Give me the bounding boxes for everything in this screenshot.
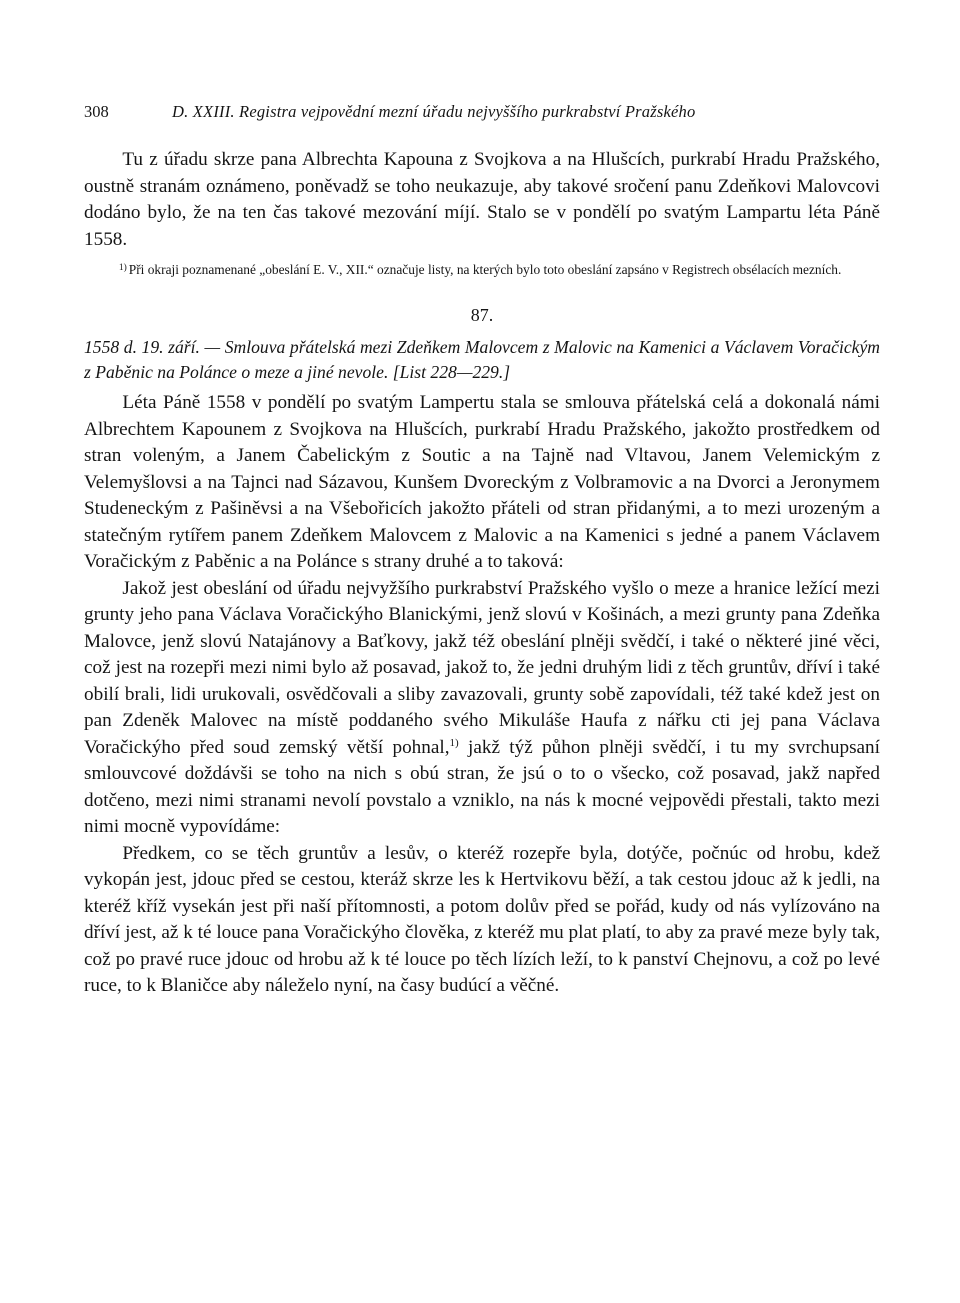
paragraph-1: Léta Páně 1558 v pondělí po svatým Lampertu stala se smlouva přátelská celá a dokonalá námi Albrechtem Kapounem z Svojkova na Hlušcích, purkrabí Hradu Pražského, jakožto prostředkem od stran voleným, a Janem Čabelickým z Soutic a na Tajně nad Vltavou, Janem Velemickým z Velemyšlovsi a na Tajnci nad Sázavou, Kunšem Dvoreckým z Volbramovic a na Dvorci a Jeronymem Studeneckým z Pašiněvsi a na Všebořicích jakožto přáteli od stran přidanými, a to mezi urozeným a statečným rytířem panem Zdeňkem Malovcem z Malovic a na Kamenici s jedné a panem Václavem Voračickým z Paběnic a na Polánce s strany druhé a to taková: <box>84 392 880 572</box>
heading-dash: — <box>199 337 225 357</box>
running-head <box>84 102 880 122</box>
footnote-mark: 1) <box>118 263 127 273</box>
paragraph-2-second-part: jakž týž půhon plněji svědčí, i tu my svrchupsaní smlouvcové doždávši se toho na nich s obú stran, že jsú o to o všecko, což posavad, jakž napřed dotčeno, mezi nimi stranami nevolí povstalo a vzniklo, na nás k mocné vejpovědi přestali, takto mezi nimi mocně vypovídáme: <box>84 736 880 837</box>
document-number: 87. <box>470 305 494 325</box>
footnote-reference: 1) <box>449 736 459 749</box>
document-page <box>84 102 880 1000</box>
document-heading-text: Smlouva přátelská mezi Zdeňkem Malovcem z Malovic na Kamenici a Václavem Voračickým z Paběnic na Polánce o meze a jiné nevole. <box>84 337 880 382</box>
document-reference: [List 228—229.] <box>392 362 511 382</box>
paragraph-3: Předkem, co se těch gruntův a lesův, o kteréž rozepře byla, dotýče, počnúc od hrobu, kdež vykopán jest, jdouc před se cestou, kteráž skrze les k Hertvikovu běží, a tak cestou jdouc až k jedli, na kteréž kříž vysekán jest při naší přítomnosti, a potom dolův před se pořád, kudy od nás vylízováno na dříví jest, až k té louce pana Voračickýho člověka, z kteréž mu plat platí, to aby za pravé meze byly tak, což po pravé ruce jdouc od hrobu až k té louce po těch lízích leží, to k panství Chejnovu, a což po levé ruce, to k Blaničce aby náleželo nyní, na časy budúcí a věčné. <box>84 842 880 996</box>
paragraph-2 <box>84 576 880 841</box>
document-heading <box>84 335 880 385</box>
footnote-text: Při okraji poznamenané „obeslání E. V., XII.“ označuje listy, na kterých bylo toto obeslání zapsáno v Registrech obsélacích mezních. <box>128 262 842 277</box>
intro-paragraph: Tu z úřadu skrze pana Albrechta Kapouna z Svojkova a na Hlušcích, purkrabí Hradu Pražského, oustně stranám oznámeno, poněvadž se toho neukazuje, aby takové sročení panu Zdeňkovi Malovcovi dodáno bylo, že na ten čas takové mezování míjí. Stalo se v pondělí po svatým Lampartu léta Páně 1558. <box>84 149 880 250</box>
page-number: 308 <box>84 102 109 121</box>
footnote <box>84 258 880 280</box>
document-date: 1558 d. 19. září. <box>84 337 200 357</box>
paragraph-2-first-part: Jakož jest obeslání od úřadu nejvyžšího purkrabství Pražského vyšlo o meze a hranice ležící mezi grunty jeho pana Václava Voračickýho Blanickými, jenž slovú v Košinách, a mezi grunty pana Zdeňka Malovce, jenž slovú Natajánovy a Baťkovy, jakž též obeslání plněji svědčí, i také o některé jiné věci, což jest na rozepři mezi nimi bylo až posavad, jakož to, že jedni druhým lidi z těch gruntův, dříví i také obilí brali, lidi urukovali, osvědčovali a sliby zavazovali, grunty sobě zapovídali, též také kdež jest on pan Zdeněk Malovec na místě poddaného svého Mikuláše Haufa z nářku cti jej pana Václava Voračickýho před soud zemský větší pohnal, <box>84 577 880 758</box>
running-head-title: D. XXIII. Registra vejpovědní mezní úřadu nejvyššího purkrabství Pražského <box>172 102 696 121</box>
